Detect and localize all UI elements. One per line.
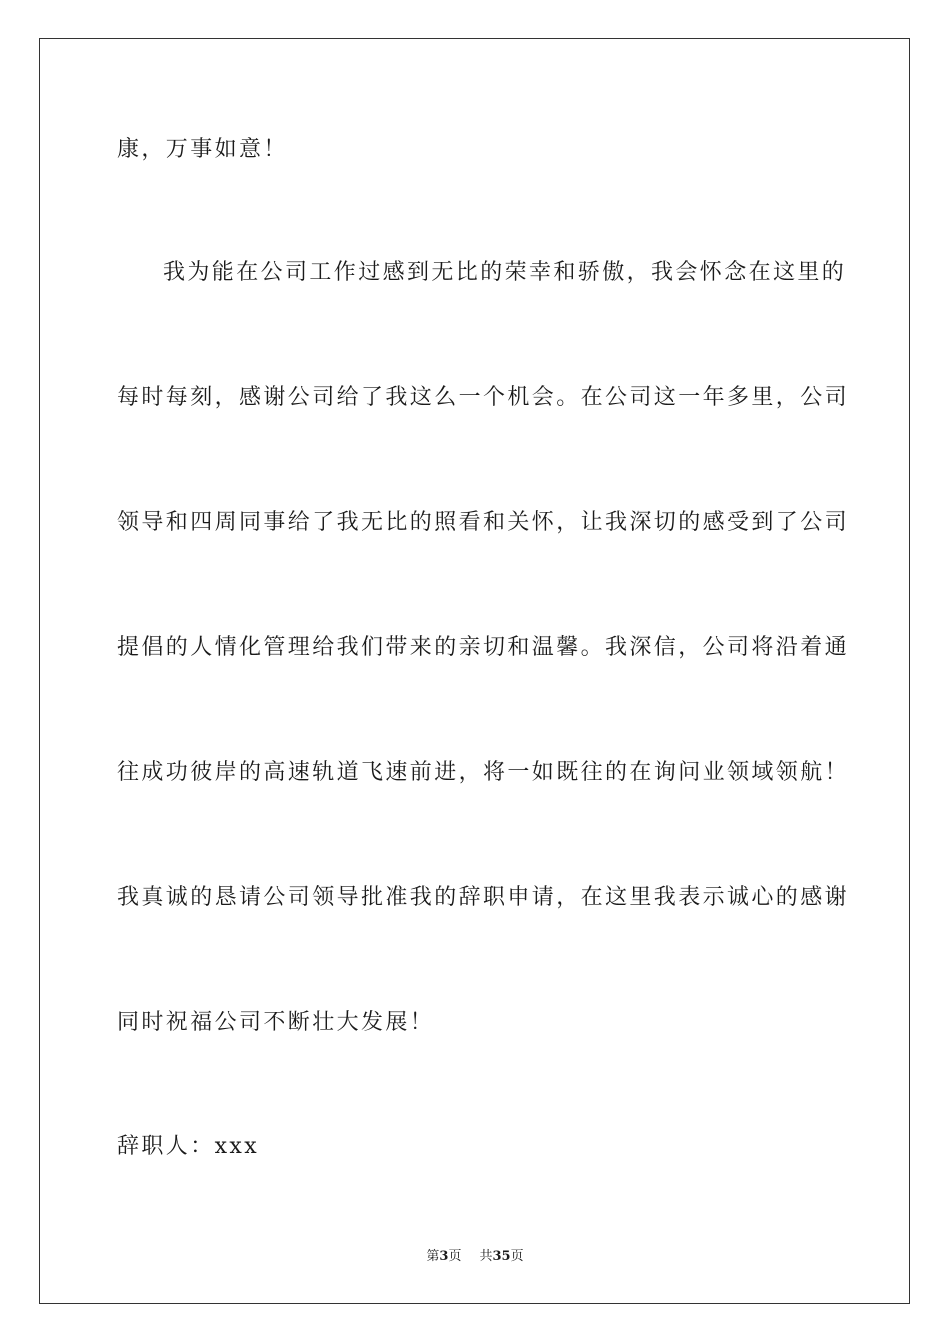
text-line-4: 领导和四周同事给了我无比的照看和关怀，让我深切的感受到了公司: [117, 510, 850, 535]
text-line-5: 提倡的人情化管理给我们带来的亲切和温馨。我深信，公司将沿着通: [117, 635, 850, 660]
text-line-3: 每时每刻，感谢公司给了我这么一个机会。在公司这一年多里，公司: [117, 385, 850, 410]
page-border: [39, 38, 910, 1304]
text-line-8: 同时祝福公司不断壮大发展！: [117, 1010, 435, 1035]
footer-total-suffix: 页: [510, 1249, 524, 1264]
page-footer: [0, 1248, 950, 1266]
text-line-2: 我为能在公司工作过感到无比的荣幸和骄傲，我会怀念在这里的: [163, 260, 847, 285]
footer-total-pages: 35: [492, 1249, 511, 1264]
footer-page-prefix: 第: [426, 1249, 440, 1264]
footer-page-suffix: 页: [448, 1249, 462, 1264]
text-line-7: 我真诚的恳请公司领导批准我的辞职申请，在这里我表示诚心的感谢: [117, 885, 850, 910]
text-line-6: 往成功彼岸的高速轨道飞速前进，将一如既往的在询问业领域领航！: [117, 760, 850, 785]
signature-line: 辞职人：xxx: [117, 1134, 260, 1159]
text-line-1: 康，万事如意！: [117, 137, 288, 162]
footer-page-number: 3: [439, 1249, 449, 1264]
footer-total-prefix: 共: [479, 1249, 493, 1264]
